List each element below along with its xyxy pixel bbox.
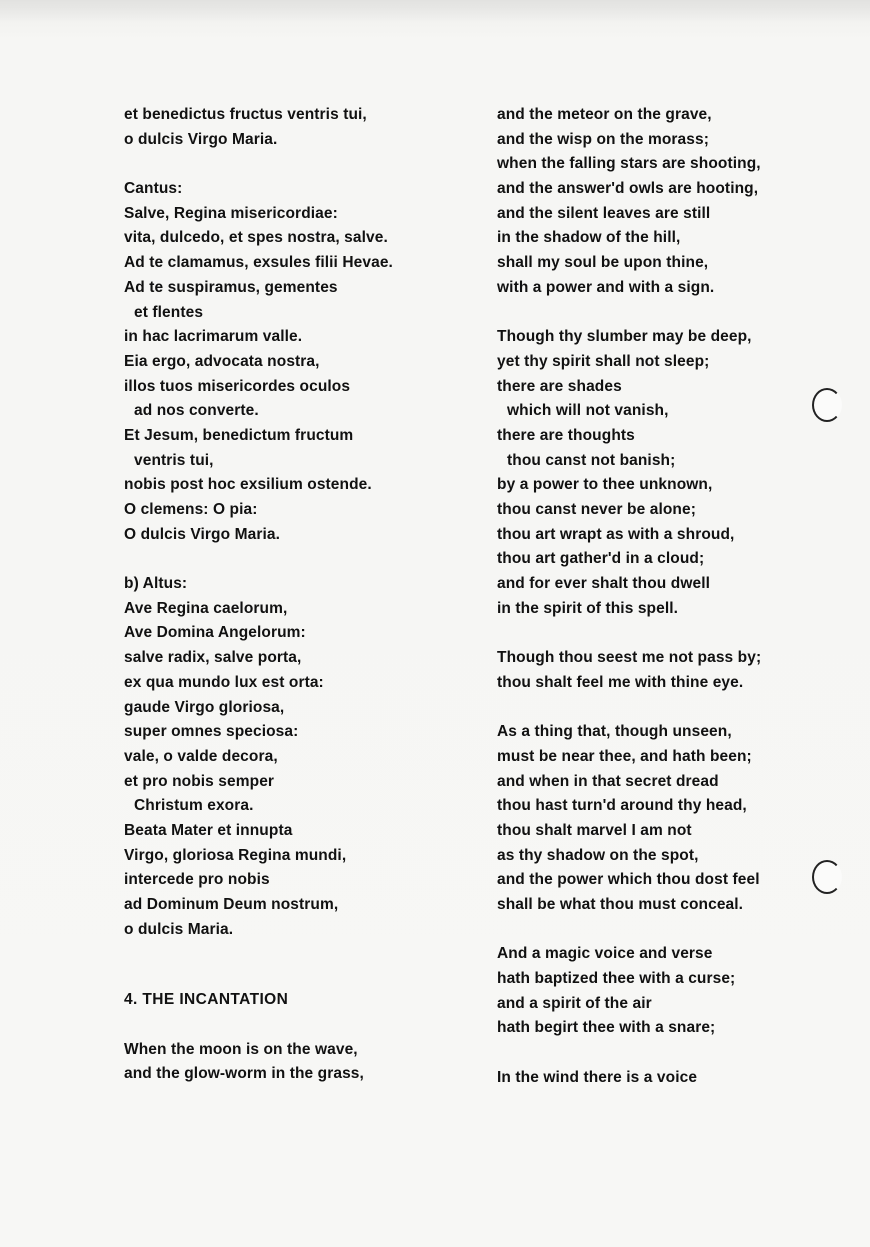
verse-line: thou canst never be alone; <box>497 501 696 518</box>
verse-line: there are thoughts <box>497 426 635 444</box>
verse-line: in the spirit of this spell. <box>497 599 679 617</box>
verse-line: gaude Virgo gloriosa, <box>124 698 285 716</box>
verse-line: Salve, Regina misericordiae: <box>124 204 338 222</box>
verse-line: Ave Domina Angelorum: <box>124 624 306 642</box>
verse-line: Et Jesum, benedictum fructum <box>124 426 354 444</box>
verse-line: and the meteor on the grave, <box>497 106 712 123</box>
verse-line: vale, o valde decora, <box>124 747 278 765</box>
verse-line: which will not vanish, <box>507 402 669 420</box>
verse-line: Ad te suspiramus, gementes <box>124 278 338 296</box>
verse-line: et flentes <box>134 303 204 321</box>
verse-line: Though thou seest me not pass by; <box>497 649 762 667</box>
verse-line: and for ever shalt thou dwell <box>497 575 711 593</box>
verse-line: nobis post hoc exsilium ostende. <box>124 476 372 494</box>
verse-line: Cantus: <box>124 180 183 198</box>
stanza-gap <box>124 152 464 177</box>
verse-line: and a spirit of the air <box>497 994 652 1012</box>
verse-line: ventris tui, <box>134 451 214 469</box>
left-text-column <box>124 103 464 1087</box>
verse-line: and the glow-worm in the grass, <box>124 1065 364 1083</box>
verse-line: hath begirt thee with a snare; <box>497 1019 716 1037</box>
verse-line: Ad te clamamus, exsules filii Hevae. <box>124 254 393 272</box>
stanza-gap <box>124 547 464 572</box>
verse-line: O dulcis Virgo Maria. <box>124 525 280 543</box>
verse-line: yet thy spirit shall not sleep; <box>497 352 710 370</box>
stanza-gap <box>497 696 817 721</box>
binder-hole-icon <box>812 388 842 422</box>
section-gap <box>124 942 464 988</box>
verse-line: thou shalt marvel I am not <box>497 821 692 839</box>
verse-line: illos tuos misericordes oculos <box>124 377 351 395</box>
verse-line: salve radix, salve porta, <box>124 649 302 667</box>
verse-line: and the power which thou dost feel <box>497 871 760 889</box>
verse-line: intercede pro nobis <box>124 871 270 889</box>
verse-line: there are shades <box>497 377 622 395</box>
verse-line: vita, dulcedo, et spes nostra, salve. <box>124 229 388 247</box>
verse-line: with a power and with a sign. <box>497 278 715 296</box>
verse-line: and when in that secret dread <box>497 772 719 790</box>
verse-line: Eia ergo, advocata nostra, <box>124 352 320 370</box>
binder-hole-icon <box>812 860 842 894</box>
verse-line: b) Altus: <box>124 575 188 593</box>
verse-line: As a thing that, though unseen, <box>497 723 732 741</box>
verse-line: as thy shadow on the spot, <box>497 846 699 864</box>
verse-line: O clemens: O pia: <box>124 501 258 518</box>
verse-line: thou hast turn'd around thy head, <box>497 797 747 815</box>
stanza-gap <box>497 621 817 646</box>
verse-line: Christum exora. <box>134 797 254 815</box>
verse-line: When the moon is on the wave, <box>124 1040 358 1058</box>
verse-line: super omnes speciosa: <box>124 723 299 741</box>
verse-line: ex qua mundo lux est orta: <box>124 673 324 691</box>
verse-line: in hac lacrimarum valle. <box>124 328 303 346</box>
verse-line: by a power to thee unknown, <box>497 476 713 494</box>
verse-line: Beata Mater et innupta <box>124 821 293 839</box>
verse-line: hath baptized thee with a curse; <box>497 970 736 988</box>
verse-line: o dulcis Virgo Maria. <box>124 130 278 148</box>
verse-line: shall my soul be upon thine, <box>497 254 709 272</box>
verse-line: In the wind there is a voice <box>497 1068 698 1086</box>
verse-line: et benedictus fructus ventris tui, <box>124 106 367 123</box>
verse-line: thou art wrapt as with a shroud, <box>497 525 735 543</box>
scan-edge-shadow <box>0 0 870 22</box>
verse-line: o dulcis Maria. <box>124 920 234 938</box>
right-text-column <box>497 103 817 1091</box>
verse-line: Virgo, gloriosa Regina mundi, <box>124 846 347 864</box>
verse-line: thou shalt feel me with thine eye. <box>497 673 744 691</box>
verse-line: in the shadow of the hill, <box>497 229 681 247</box>
verse-line: and the answer'd owls are hooting, <box>497 180 759 198</box>
verse-line: ad nos converte. <box>134 402 259 420</box>
stanza-gap <box>124 1013 464 1038</box>
verse-line: and the silent leaves are still <box>497 204 711 222</box>
verse-line: thou canst not banish; <box>507 451 676 469</box>
verse-line: when the falling stars are shooting, <box>497 155 761 173</box>
verse-line: shall be what thou must conceal. <box>497 896 744 913</box>
verse-line: ad Dominum Deum nostrum, <box>124 896 339 913</box>
verse-line: Ave Regina caelorum, <box>124 599 288 617</box>
stanza-gap <box>497 301 817 326</box>
verse-line: must be near thee, and hath been; <box>497 747 752 765</box>
verse-line: Though thy slumber may be deep, <box>497 328 752 346</box>
stanza-gap <box>497 1041 817 1066</box>
verse-line: And a magic voice and verse <box>497 945 713 963</box>
section-heading: 4. THE INCANTATION <box>124 991 289 1009</box>
verse-line: and the wisp on the morass; <box>497 130 709 148</box>
verse-line: et pro nobis semper <box>124 772 275 790</box>
verse-line: thou art gather'd in a cloud; <box>497 550 705 568</box>
stanza-gap <box>497 918 817 943</box>
